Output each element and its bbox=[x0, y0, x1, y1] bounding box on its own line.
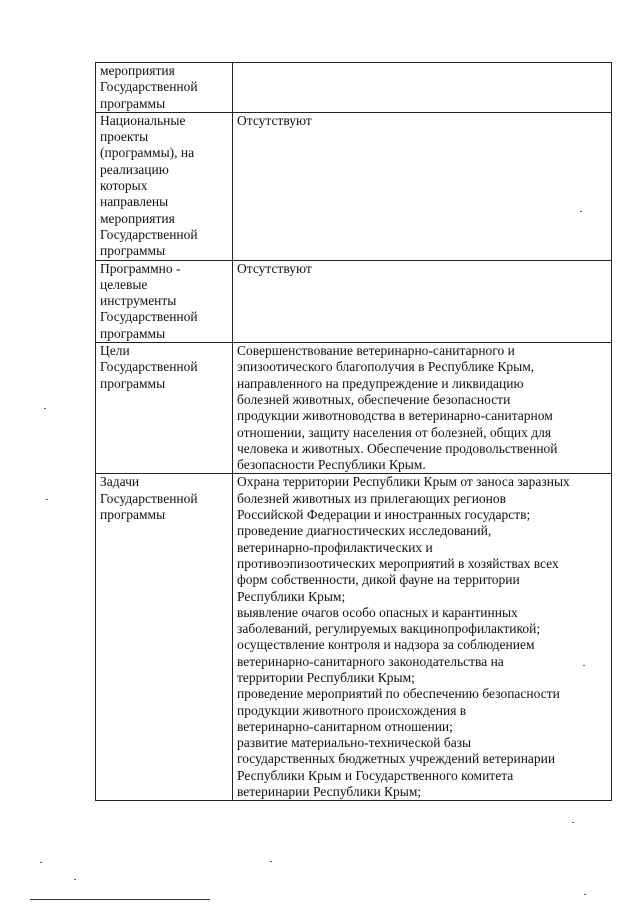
value-line: заболеваний, регулируемых вакцинопрофилактикой; bbox=[237, 621, 541, 637]
label-line: направлены bbox=[100, 194, 169, 210]
label-line: программы bbox=[100, 95, 166, 111]
scan-speck bbox=[584, 894, 586, 895]
label-line: которых bbox=[100, 178, 148, 194]
row-label-cell bbox=[96, 112, 233, 260]
value-line: государственных бюджетных учреждений ветеринарии bbox=[237, 751, 556, 767]
scan-speck bbox=[270, 861, 272, 862]
label-line: Национальные bbox=[100, 112, 186, 128]
value-line: территории Республики Крым; bbox=[237, 669, 415, 685]
label-line: Государственной bbox=[100, 490, 198, 506]
row-value-cell bbox=[233, 474, 612, 801]
value-line: отношении, защиту населения от болезней, общих для bbox=[237, 424, 552, 440]
label-line: Цели bbox=[100, 343, 130, 359]
value-line: выявление очагов особо опасных и карантинных bbox=[237, 604, 518, 620]
label-line: Государственной bbox=[100, 309, 198, 325]
row-label-cell bbox=[96, 260, 233, 342]
value-line: ветеринарно-санитарного законодательства на bbox=[237, 653, 504, 669]
value-line: Отсутствуют bbox=[237, 112, 312, 128]
table-body bbox=[96, 63, 612, 801]
table-row bbox=[96, 63, 612, 113]
value-line: осуществление контроля и надзора за соблюдением bbox=[237, 637, 535, 653]
value-line: Отсутствуют bbox=[237, 260, 312, 276]
row-value-cell bbox=[233, 343, 612, 474]
scan-speck bbox=[46, 499, 48, 500]
label-line: Государственной bbox=[100, 79, 198, 95]
row-label-cell bbox=[96, 474, 233, 801]
table-row bbox=[96, 260, 612, 342]
row-value-cell bbox=[233, 63, 612, 113]
label-line: мероприятия bbox=[100, 63, 175, 78]
table-row bbox=[96, 474, 612, 801]
scan-speck bbox=[74, 879, 76, 880]
label-line: Задачи bbox=[100, 474, 140, 490]
value-line: болезней животных из прилегающих регионов bbox=[237, 490, 507, 506]
row-label-cell bbox=[96, 343, 233, 474]
label-line: программы bbox=[100, 325, 166, 341]
program-passport-table bbox=[95, 62, 612, 801]
footnote-rule bbox=[30, 899, 210, 900]
scan-speck bbox=[40, 862, 42, 863]
table-row bbox=[96, 343, 612, 474]
value-line: ветеринарно-санитарном отношении; bbox=[237, 718, 453, 734]
label-line: реализацию bbox=[100, 161, 169, 177]
label-line: проекты bbox=[100, 129, 149, 145]
label-line: мероприятия bbox=[100, 210, 175, 226]
label-line: Государственной bbox=[100, 359, 198, 375]
value-line: продукции животного происхождения в bbox=[237, 702, 467, 718]
scan-speck bbox=[572, 822, 574, 823]
value-line: Республики Крым; bbox=[237, 588, 346, 604]
scan-speck bbox=[44, 408, 46, 409]
label-line: целевые bbox=[100, 276, 148, 292]
value-line: Совершенствование ветеринарно-санитарного и bbox=[237, 343, 515, 359]
value-line: Охрана территории Республики Крым от заноса заразных bbox=[237, 474, 570, 490]
value-line: проведение диагностических исследований, bbox=[237, 523, 492, 539]
label-line: Государственной bbox=[100, 226, 198, 242]
value-line: болезней животных, обеспечение безопасности bbox=[237, 391, 511, 407]
value-line: человека и животных. Обеспечение продовольственной bbox=[237, 440, 558, 456]
value-line: продукции животноводства в ветеринарно-санитарном bbox=[237, 408, 553, 424]
scan-speck bbox=[580, 211, 582, 212]
value-line: эпизоотического благополучия в Республике Крым, bbox=[237, 359, 535, 375]
label-line: программы bbox=[100, 375, 166, 391]
table-row bbox=[96, 112, 612, 260]
row-value-cell bbox=[233, 260, 612, 342]
label-line: программы bbox=[100, 507, 166, 523]
row-value-cell bbox=[233, 112, 612, 260]
scan-speck bbox=[583, 665, 585, 666]
value-line: безопасности Республики Крым. bbox=[237, 457, 426, 473]
value-line: противоэпизоотических мероприятий в хозяйствах всех bbox=[237, 555, 559, 571]
value-line: направленного на предупреждение и ликвидацию bbox=[237, 375, 524, 391]
value-line: ветеринарии Республики Крым; bbox=[237, 784, 422, 800]
row-label-cell bbox=[96, 63, 233, 113]
value-line: Республики Крым и Государственного комитета bbox=[237, 767, 514, 783]
value-line: форм собственности, дикой фауне на территории bbox=[237, 572, 520, 588]
label-line: Программно - bbox=[100, 260, 181, 276]
value-line: проведение мероприятий по обеспечению безопасности bbox=[237, 686, 560, 702]
value-line: ветеринарно-профилактических и bbox=[237, 539, 433, 555]
label-line: программы bbox=[100, 243, 166, 259]
label-line: (программы), на bbox=[100, 145, 195, 161]
value-line: Российской Федерации и иностранных государств; bbox=[237, 507, 531, 523]
value-line: развитие материально-технической базы bbox=[237, 735, 472, 751]
label-line: инструменты bbox=[100, 293, 177, 309]
